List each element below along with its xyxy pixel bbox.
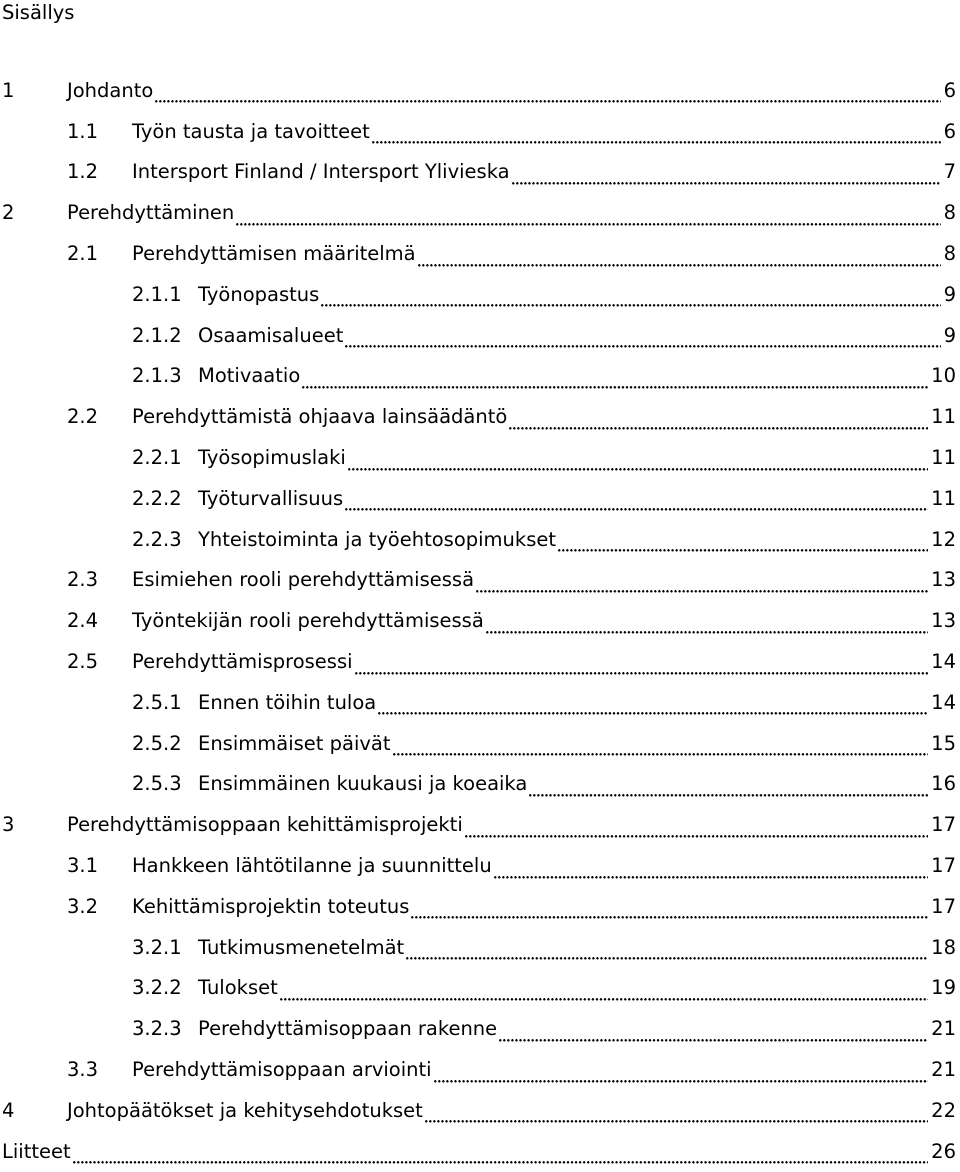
toc-entry[interactable]: [0, 1008, 956, 1049]
toc-entry-page-number: 9: [943, 323, 956, 347]
toc-entry-title: Kehittämisprojektin toteutus: [132, 894, 410, 918]
toc-entry-title: Tulokset: [198, 976, 278, 1000]
toc-entry-title: Perehdyttäminen: [67, 201, 235, 225]
toc-entry-page-number: 14: [931, 650, 956, 674]
toc-entry-page-number: 18: [931, 935, 956, 959]
table-of-contents: [0, 70, 956, 1172]
toc-entry-title: Perehdyttämisoppaan kehittämisprojekti: [67, 813, 463, 837]
toc-entry-title: Työn tausta ja tavoitteet: [132, 119, 370, 143]
toc-entry-page-number: 6: [943, 78, 956, 102]
toc-entry-title: Perehdyttämisoppaan rakenne: [198, 1017, 498, 1041]
toc-entry-title: Esimiehen rooli perehdyttämisessä: [132, 568, 475, 592]
toc-entry[interactable]: [0, 560, 956, 601]
toc-entry-title: Perehdyttämisen määritelmä: [132, 242, 416, 266]
toc-entry[interactable]: [0, 192, 956, 233]
toc-entry-number: 1.2: [67, 160, 99, 184]
toc-entry[interactable]: [0, 70, 956, 111]
toc-entry[interactable]: [0, 927, 956, 968]
toc-entry-page-number: 26: [931, 1139, 956, 1163]
toc-entry-title: Ennen töihin tuloa: [198, 690, 377, 714]
toc-entry[interactable]: [0, 396, 956, 437]
dot-leader: [512, 165, 941, 185]
dot-leader: [280, 981, 928, 1001]
page-title: Sisällys: [2, 1, 75, 24]
toc-entry-page-number: 11: [931, 405, 956, 429]
toc-entry-number: 2.2.1: [132, 446, 182, 470]
toc-entry-title: Motivaatio: [198, 364, 301, 388]
toc-entry[interactable]: [0, 315, 956, 356]
toc-entry-page-number: 9: [943, 282, 956, 306]
toc-entry-number: 3.1: [67, 854, 99, 878]
toc-entry-page-number: 17: [931, 854, 956, 878]
toc-entry[interactable]: [0, 1090, 956, 1131]
toc-entry-page-number: 8: [943, 242, 956, 266]
toc-entry-title: Yhteistoiminta ja työehtosopimukset: [198, 527, 556, 551]
toc-entry-number: 3.2: [67, 894, 99, 918]
toc-entry-page-number: 7: [943, 160, 956, 184]
dot-leader: [355, 655, 929, 675]
dot-leader: [406, 940, 928, 960]
toc-entry-number: 2.2: [67, 405, 99, 429]
dot-leader: [155, 83, 940, 103]
dot-leader: [411, 899, 928, 919]
dot-leader: [494, 859, 928, 879]
dot-leader: [345, 328, 940, 348]
toc-entry-page-number: 15: [931, 731, 956, 755]
toc-entry-page-number: 14: [931, 690, 956, 714]
toc-entry[interactable]: [0, 1049, 956, 1090]
toc-entry[interactable]: [0, 845, 956, 886]
toc-entry[interactable]: [0, 274, 956, 315]
toc-entry-title: Työntekijän rooli perehdyttämisessä: [132, 609, 484, 633]
toc-entry-page-number: 19: [931, 976, 956, 1000]
toc-entry[interactable]: [0, 968, 956, 1009]
toc-entry-number: 2.1.2: [132, 323, 182, 347]
dot-leader: [509, 410, 928, 430]
toc-entry-page-number: 11: [931, 446, 956, 470]
toc-entry-title: Perehdyttämisoppaan arviointi: [132, 1058, 432, 1082]
toc-entry-number: 3.3: [67, 1058, 99, 1082]
toc-entry[interactable]: [0, 641, 956, 682]
toc-entry[interactable]: [0, 356, 956, 397]
toc-entry-number: 2.1.1: [132, 282, 182, 306]
dot-leader: [486, 614, 928, 634]
toc-entry-number: 2.4: [67, 609, 99, 633]
dot-leader: [425, 1103, 928, 1123]
toc-entry-page-number: 17: [931, 813, 956, 837]
toc-entry-title: Ensimmäiset päivät: [198, 731, 391, 755]
toc-entry[interactable]: [0, 478, 956, 519]
toc-entry-page-number: 21: [931, 1017, 956, 1041]
toc-entry[interactable]: [0, 152, 956, 193]
dot-leader: [348, 451, 928, 471]
toc-entry-number: 2.3: [67, 568, 99, 592]
dot-leader: [558, 532, 928, 552]
toc-entry-page-number: 17: [931, 894, 956, 918]
toc-entry-number: 2.1.3: [132, 364, 182, 388]
toc-entry[interactable]: [0, 111, 956, 152]
toc-entry-number: 2.1: [67, 242, 99, 266]
dot-leader: [302, 369, 928, 389]
toc-entry-title: Tutkimusmenetelmät: [198, 935, 405, 959]
dot-leader: [476, 573, 928, 593]
toc-entry-page-number: 22: [931, 1098, 956, 1122]
toc-entry-number: 2.5.2: [132, 731, 182, 755]
dot-leader: [372, 124, 941, 144]
toc-entry-title: Hankkeen lähtötilanne ja suunnittelu: [132, 854, 492, 878]
toc-entry-title: Johtopäätökset ja kehitysehdotukset: [67, 1098, 423, 1122]
toc-entry-number: 3.2.2: [132, 976, 182, 1000]
toc-entry[interactable]: [0, 233, 956, 274]
toc-entry[interactable]: [0, 600, 956, 641]
toc-entry[interactable]: [0, 437, 956, 478]
dot-leader: [434, 1063, 929, 1083]
dot-leader: [529, 777, 928, 797]
toc-entry[interactable]: [0, 804, 956, 845]
toc-entry[interactable]: [0, 764, 956, 805]
toc-entry-number: 1: [2, 78, 15, 102]
toc-entry-title: Liitteet: [2, 1139, 71, 1163]
toc-entry-page-number: 13: [931, 609, 956, 633]
toc-entry[interactable]: [0, 682, 956, 723]
dot-leader: [236, 206, 940, 226]
toc-entry[interactable]: [0, 519, 956, 560]
toc-entry-page-number: 21: [931, 1058, 956, 1082]
toc-entry-title: Perehdyttämisprosessi: [132, 650, 353, 674]
toc-entry-number: 2.5.3: [132, 772, 182, 796]
toc-entry-number: 1.1: [67, 119, 99, 143]
toc-entry-title: Osaamisalueet: [198, 323, 344, 347]
toc-entry-title: Työsopimuslaki: [198, 446, 346, 470]
toc-entry-number: 2.2.2: [132, 486, 182, 510]
toc-entry-number: 3.2.1: [132, 935, 182, 959]
dot-leader: [393, 736, 929, 756]
toc-entry-title: Perehdyttämistä ohjaava lainsäädäntö: [132, 405, 508, 429]
dot-leader: [499, 1022, 928, 1042]
dot-leader: [378, 695, 928, 715]
toc-entry-page-number: 6: [943, 119, 956, 143]
dot-leader: [418, 247, 941, 267]
toc-entry-title: Intersport Finland / Intersport Ylivieska: [132, 160, 510, 184]
toc-entry-number: 3: [2, 813, 15, 837]
toc-entry[interactable]: [0, 1131, 956, 1172]
toc-entry-title: Työnopastus: [198, 282, 320, 306]
toc-entry-page-number: 11: [931, 486, 956, 510]
toc-entry[interactable]: [0, 723, 956, 764]
toc-entry-title: Ensimmäinen kuukausi ja koeaika: [198, 772, 528, 796]
toc-entry-title: Johdanto: [67, 78, 154, 102]
toc-entry-number: 2.5: [67, 650, 99, 674]
dot-leader: [321, 287, 940, 307]
toc-entry-number: 2: [2, 201, 15, 225]
toc-entry-page-number: 12: [931, 527, 956, 551]
toc-entry-number: 3.2.3: [132, 1017, 182, 1041]
toc-entry-title: Työturvallisuus: [198, 486, 344, 510]
dot-leader: [73, 1144, 929, 1164]
toc-entry-number: 4: [2, 1098, 15, 1122]
toc-entry-number: 2.2.3: [132, 527, 182, 551]
dot-leader: [345, 491, 928, 511]
toc-entry[interactable]: [0, 886, 956, 927]
toc-entry-page-number: 13: [931, 568, 956, 592]
toc-entry-page-number: 16: [931, 772, 956, 796]
dot-leader: [465, 818, 928, 838]
toc-entry-page-number: 10: [931, 364, 956, 388]
toc-entry-page-number: 8: [943, 201, 956, 225]
toc-entry-number: 2.5.1: [132, 690, 182, 714]
